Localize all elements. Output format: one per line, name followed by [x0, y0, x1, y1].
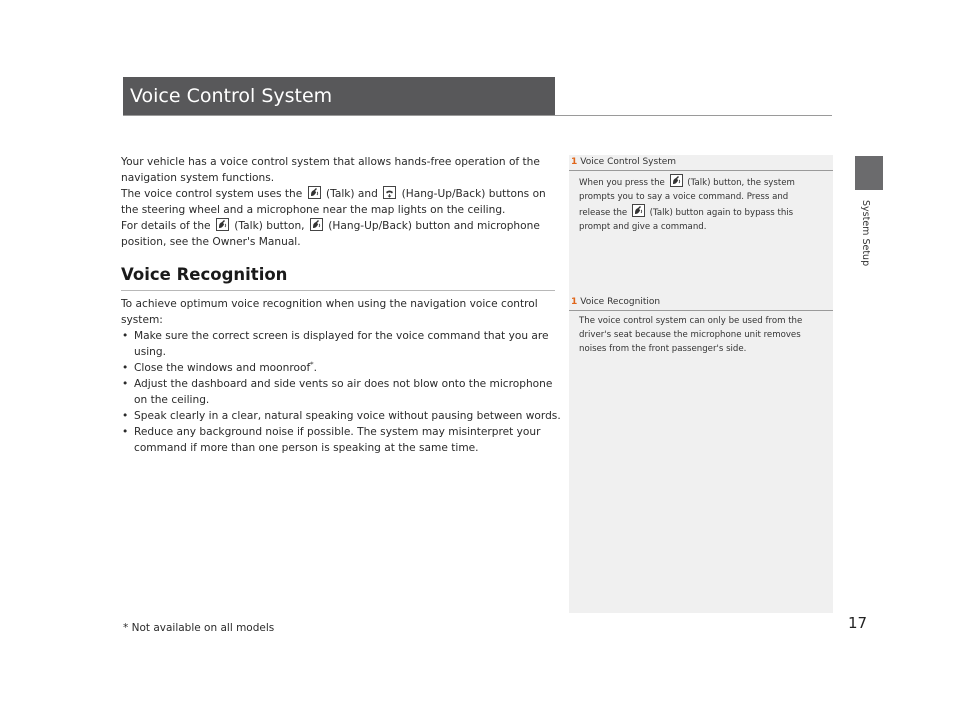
list-item	[121, 424, 561, 456]
bullet-icon: •	[122, 378, 129, 390]
footnote-marker: *	[310, 360, 314, 369]
intro-text-f: (Hang-Up/Back) button and microphone position, see the Owner's Manual.	[121, 220, 540, 248]
intro-text-d: For details of the	[121, 220, 211, 232]
intro-paragraph-1: Your vehicle has a voice control system that allows hands-free operation of the navigation system functions.	[121, 156, 540, 184]
intro-text-e: (Talk) button,	[234, 220, 305, 232]
note-text-b: (Talk) button, the system prompts you to say a voice command. Press and release the	[579, 178, 795, 218]
title-divider	[123, 115, 832, 116]
list-item	[121, 408, 561, 424]
list-item-text: Adjust the dashboard and side vents so air does not blow onto the microphone on the ceiling.	[134, 378, 553, 406]
note-title	[571, 297, 660, 307]
list-item	[121, 328, 561, 360]
page-title: Voice Control System	[123, 77, 555, 115]
list-item-text: Reduce any background noise if possible. The system may misinterpret your command if more than one person is speaking at the same time.	[134, 426, 541, 454]
note-number: 1	[571, 297, 578, 307]
intro-text-b: (Talk) and	[326, 188, 378, 200]
intro-paragraph-2	[121, 186, 561, 218]
talk-icon	[308, 186, 321, 199]
note-body	[579, 174, 819, 234]
hang-up-icon	[383, 186, 396, 199]
intro-paragraph-3	[121, 218, 561, 250]
intro-section	[121, 154, 561, 250]
list-item	[121, 360, 561, 376]
note-title	[571, 157, 676, 167]
tips-list	[121, 328, 561, 456]
note-number: 1	[571, 157, 578, 167]
note-divider	[569, 170, 833, 171]
bullet-icon: •	[122, 330, 129, 342]
list-item-text: Make sure the correct screen is displayed for the voice command that you are using.	[134, 330, 549, 358]
section-tab-marker	[855, 156, 883, 190]
footnote: * Not available on all models	[123, 622, 275, 634]
intro-text-a: The voice control system uses the	[121, 188, 303, 200]
note-title-text: Voice Recognition	[580, 297, 661, 307]
talk-icon	[670, 174, 683, 187]
note-text-c: (Talk) button again to bypass this prompt and give a command.	[579, 208, 794, 232]
heading-divider	[121, 290, 555, 291]
section-heading: Voice Recognition	[121, 265, 288, 284]
note-body: The voice control system can only be used from the driver's seat because the microphone unit removes noises from the front passenger's side.	[579, 316, 803, 354]
note-text-a: When you press the	[579, 178, 665, 188]
recognition-intro: To achieve optimum voice recognition when using the navigation voice control system:	[121, 298, 538, 326]
list-item-text: Speak clearly in a clear, natural speaking voice without pausing between words.	[134, 410, 561, 422]
bullet-icon: •	[122, 362, 129, 374]
page-number: 17	[848, 614, 868, 632]
list-item-text: Close the windows and moonroof	[134, 362, 311, 374]
talk-icon	[310, 218, 323, 231]
section-tab-label: System Setup	[860, 200, 871, 267]
note-title-text: Voice Control System	[580, 157, 677, 167]
list-item	[121, 376, 561, 408]
intro-text-c: (Hang-Up/Back) buttons on the steering wheel and a microphone near the map lights on the ceiling.	[121, 188, 546, 216]
bullet-icon: •	[122, 426, 129, 438]
voice-recognition-section	[121, 296, 561, 456]
bullet-icon: •	[122, 410, 129, 422]
talk-icon	[216, 218, 229, 231]
note-divider	[569, 310, 833, 311]
list-item-period: .	[313, 362, 318, 374]
talk-icon	[632, 204, 645, 217]
